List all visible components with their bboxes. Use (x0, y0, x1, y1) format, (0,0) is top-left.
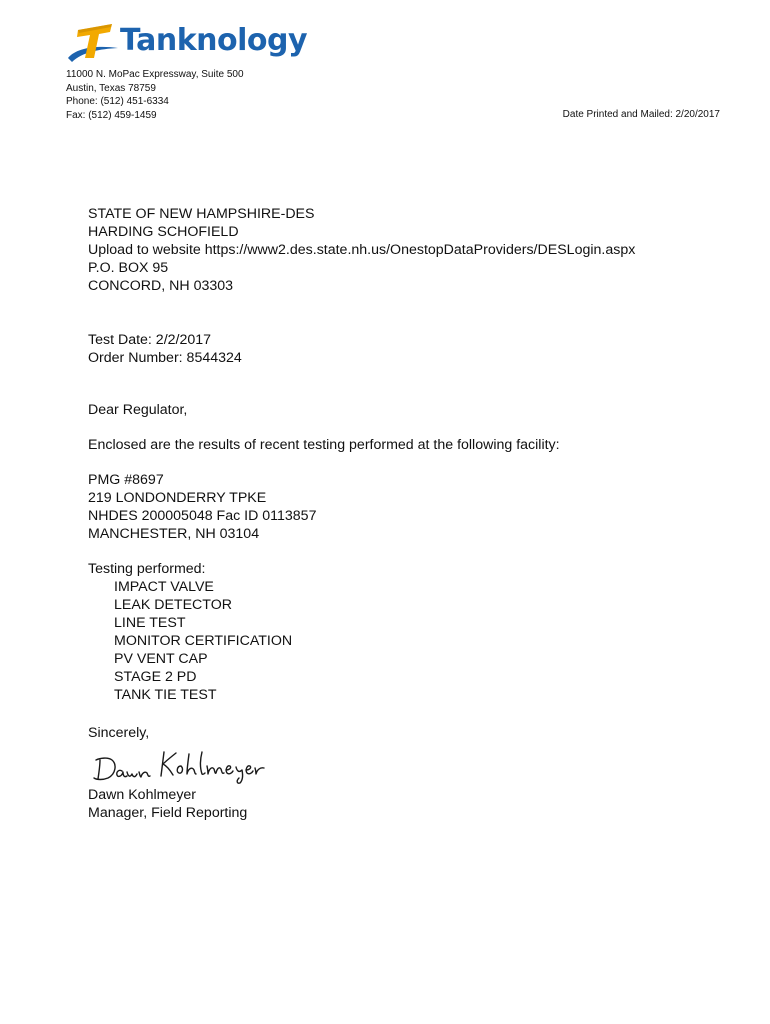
fax-number: Fax: (512) 459-1459 (66, 109, 157, 121)
recipient-line-1: STATE OF NEW HAMPSHIRE-DES (88, 206, 315, 222)
recipient-line-4: P.O. BOX 95 (88, 260, 169, 276)
recipient-line-3: Upload to website https://www2.des.state.nh.us/OnestopDataProviders/DESLogin.aspx (88, 242, 636, 258)
facility-line-4: MANCHESTER, NH 03104 (88, 526, 260, 542)
phone-number: Phone: (512) 451-6334 (66, 96, 169, 107)
recipient-address (88, 205, 728, 295)
list-item: LINE TEST (114, 615, 186, 631)
facility-address (88, 471, 728, 543)
tanknology-logo-icon (66, 18, 124, 64)
facility-line-2: 219 LONDONDERRY TPKE (88, 490, 267, 506)
facility-line-3: NHDES 200005048 Fac ID 0113857 (88, 508, 317, 524)
handwritten-signature (86, 744, 276, 786)
testing-list (88, 578, 728, 704)
list-item: MONITOR CERTIFICATION (114, 633, 293, 649)
testing-heading: Testing performed: (88, 561, 206, 577)
signer-name: Dawn Kohlmeyer (88, 787, 197, 803)
list-item: IMPACT VALVE (114, 579, 214, 595)
address-line-2: Austin, Texas 78759 (66, 82, 156, 94)
test-info (88, 331, 728, 367)
order-number: Order Number: 8544324 (88, 350, 242, 366)
address-line-1: 11000 N. MoPac Expressway, Suite 500 (66, 69, 244, 80)
company-name: Tanknology (120, 23, 308, 58)
list-item: PV VENT CAP (114, 651, 208, 667)
list-item: STAGE 2 PD (114, 669, 197, 685)
salutation: Dear Regulator, (88, 402, 188, 418)
recipient-line-5: CONCORD, NH 03303 (88, 278, 234, 294)
letter-body (88, 205, 728, 822)
valediction: Sincerely, (88, 725, 150, 741)
list-item: TANK TIE TEST (114, 687, 217, 703)
closing (88, 724, 728, 822)
date-printed: Date Printed and Mailed: 2/20/2017 (562, 109, 720, 120)
test-date: Test Date: 2/2/2017 (88, 332, 212, 348)
facility-line-1: PMG #8697 (88, 472, 164, 488)
signer-title: Manager, Field Reporting (88, 805, 248, 821)
intro-text: Enclosed are the results of recent testing performed at the following facility: (88, 437, 560, 453)
company-address (66, 68, 244, 122)
recipient-line-2: HARDING SCHOFIELD (88, 224, 239, 240)
company-logo (66, 18, 336, 66)
testing-performed (88, 560, 728, 704)
list-item: LEAK DETECTOR (114, 597, 232, 613)
